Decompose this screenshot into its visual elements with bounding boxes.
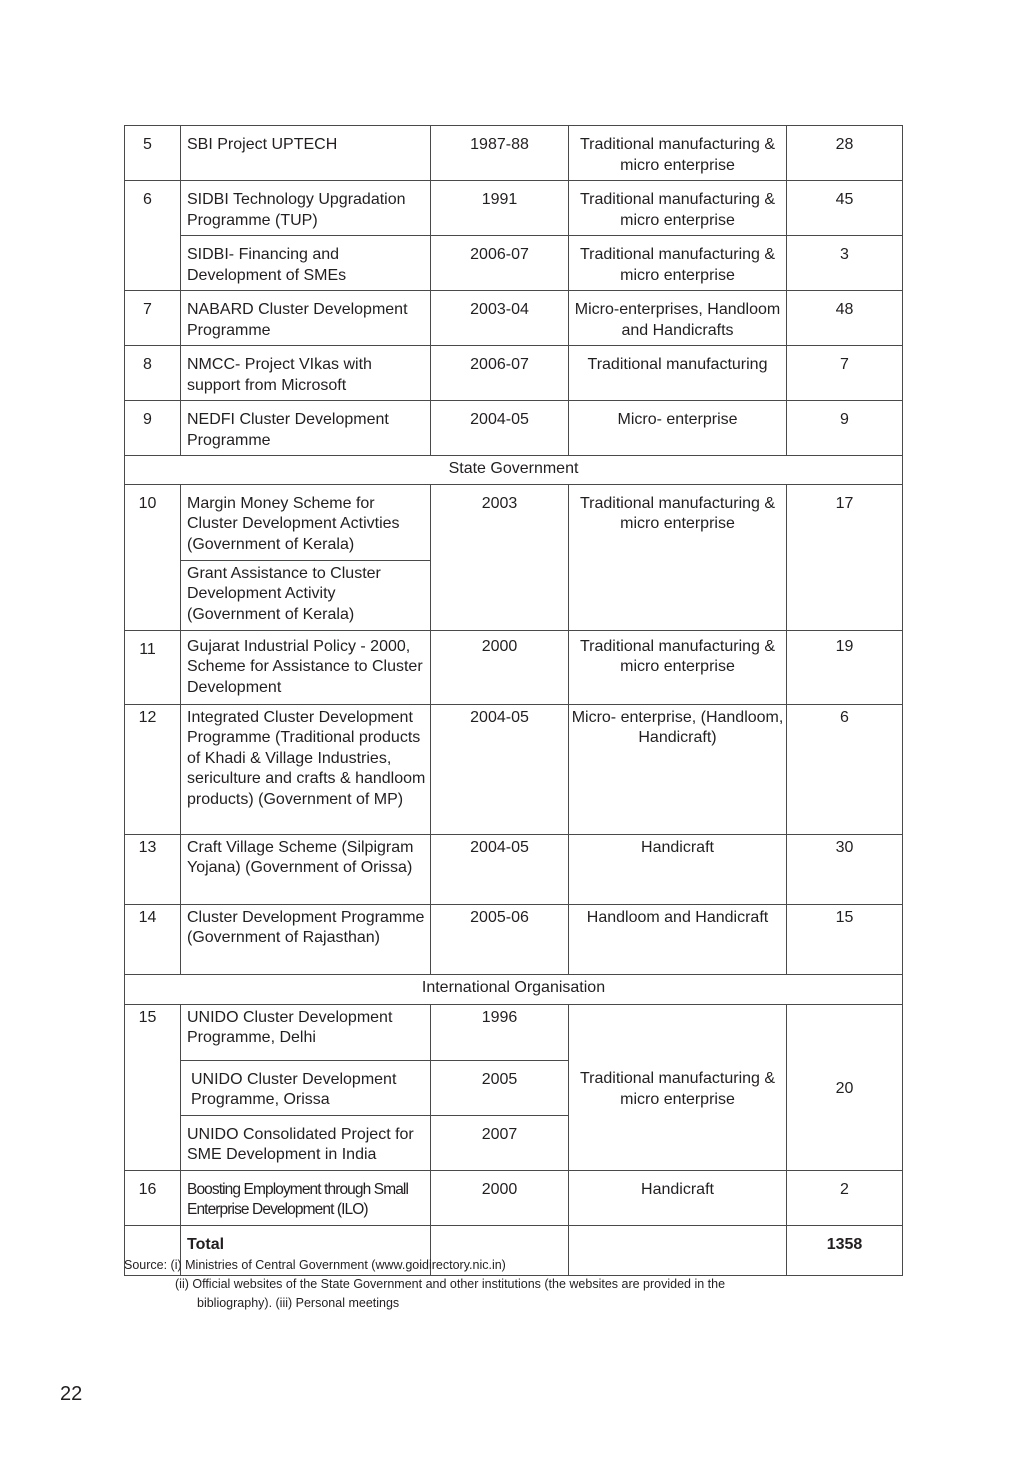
cluster-count: 45: [787, 181, 903, 236]
table-row: [125, 291, 903, 346]
scheme-name: SBI Project UPTECH: [181, 126, 431, 181]
row-number: 13: [125, 834, 181, 904]
section-row: [125, 974, 903, 1004]
cluster-count: 17: [787, 484, 903, 630]
scheme-sector: Traditional manufacturing & micro enterprise: [569, 1004, 787, 1170]
total-label: Total: [181, 1225, 431, 1275]
cluster-count: 2: [787, 1170, 903, 1225]
scheme-year: 2000: [431, 1170, 569, 1225]
scheme-year: 2004-05: [431, 834, 569, 904]
table-row: [125, 181, 903, 236]
cluster-count: 3: [787, 236, 903, 291]
scheme-sector: Traditional manufacturing: [569, 346, 787, 401]
scheme-name: UNIDO Cluster Development Programme, Orissa: [181, 1060, 431, 1115]
scheme-year: 1996: [431, 1004, 569, 1060]
source-line-2: (ii) Official websites of the State Government and other institutions (the websites are provided in the: [175, 1277, 726, 1291]
scheme-sector: Traditional manufacturing & micro enterprise: [569, 126, 787, 181]
scheme-name: Integrated Cluster Development Programme (Traditional products of Khadi & Village Industries, sericulture and crafts & handloom products) (Government of MP): [181, 704, 431, 834]
scheme-name: Craft Village Scheme (Silpigram Yojana) (Government of Orissa): [181, 834, 431, 904]
scheme-year: 2006-07: [431, 346, 569, 401]
scheme-name: NABARD Cluster Development Programme: [181, 291, 431, 346]
scheme-sector: Traditional manufacturing & micro enterprise: [569, 181, 787, 236]
table-row: [125, 704, 903, 834]
page-number: 22: [60, 1383, 83, 1405]
schemes-table: [124, 125, 903, 1276]
scheme-name: Cluster Development Programme (Government of Rajasthan): [181, 904, 431, 974]
scheme-name: Margin Money Scheme for Cluster Development Activties (Government of Kerala): [181, 484, 431, 560]
scheme-name: UNIDO Consolidated Project for SME Development in India: [181, 1115, 431, 1170]
scheme-year: 2005: [431, 1060, 569, 1115]
row-number: 12: [125, 704, 181, 834]
source-footnote: [124, 1256, 725, 1313]
table-row: [125, 834, 903, 904]
row-number: 14: [125, 904, 181, 974]
source-line-1: Source: (i) Ministries of Central Government (www.goidirectory.nic.in): [124, 1258, 506, 1272]
table-row: [125, 484, 903, 560]
scheme-sector: Micro-enterprises, Handloom and Handicrafts: [569, 291, 787, 346]
scheme-sector: Traditional manufacturing & micro enterprise: [569, 484, 787, 630]
scheme-name: Gujarat Industrial Policy - 2000, Scheme for Assistance to Cluster Development: [181, 630, 431, 704]
scheme-sector: Traditional manufacturing & micro enterprise: [569, 630, 787, 704]
scheme-year: 2005-06: [431, 904, 569, 974]
table-row: [125, 1004, 903, 1060]
row-number: 8: [125, 346, 181, 401]
row-number: 16: [125, 1170, 181, 1225]
row-number: 11: [125, 630, 181, 704]
scheme-year: 2006-07: [431, 236, 569, 291]
scheme-year: 2003: [431, 484, 569, 630]
cluster-count: 9: [787, 401, 903, 456]
scheme-name: Grant Assistance to Cluster Development Activity (Government of Kerala): [181, 560, 431, 630]
scheme-name: SIDBI Technology Upgradation Programme (TUP): [181, 181, 431, 236]
section-row: [125, 456, 903, 485]
row-number: 10: [125, 484, 181, 630]
cluster-count: 6: [787, 704, 903, 834]
cluster-count: 28: [787, 126, 903, 181]
row-number: 5: [125, 126, 181, 181]
scheme-name: NEDFI Cluster Development Programme: [181, 401, 431, 456]
section-heading-state-government: State Government: [125, 456, 903, 485]
row-number: 15: [125, 1004, 181, 1170]
scheme-year: 2000: [431, 630, 569, 704]
scheme-sector: Handloom and Handicraft: [569, 904, 787, 974]
scheme-year: 1991: [431, 181, 569, 236]
table-row: [125, 236, 903, 291]
scheme-sector: Micro- enterprise, (Handloom, Handicraft): [569, 704, 787, 834]
table-row: [125, 126, 903, 181]
cluster-count: 15: [787, 904, 903, 974]
cluster-count: 20: [787, 1004, 903, 1170]
table-row: [125, 630, 903, 704]
source-line-3: bibliography). (iii) Personal meetings: [197, 1296, 400, 1310]
scheme-name: SIDBI- Financing and Development of SMEs: [181, 236, 431, 291]
cluster-count: 19: [787, 630, 903, 704]
scheme-sector: Traditional manufacturing & micro enterprise: [569, 236, 787, 291]
scheme-year: 2004-05: [431, 401, 569, 456]
scheme-name: NMCC- Project VIkas with support from Microsoft: [181, 346, 431, 401]
scheme-name: Boosting Employment through Small Enterprise Development (ILO): [181, 1170, 431, 1225]
row-number: 6: [125, 181, 181, 291]
row-number: 9: [125, 401, 181, 456]
scheme-name: UNIDO Cluster Development Programme, Delhi: [181, 1004, 431, 1060]
total-count: 1358: [787, 1225, 903, 1275]
table-row: [125, 346, 903, 401]
row-number: 7: [125, 291, 181, 346]
scheme-sector: Micro- enterprise: [569, 401, 787, 456]
scheme-year: 2004-05: [431, 704, 569, 834]
scheme-year: 2003-04: [431, 291, 569, 346]
section-heading-international-organisation: International Organisation: [125, 974, 903, 1004]
scheme-sector: Handicraft: [569, 834, 787, 904]
scheme-year: 2007: [431, 1115, 569, 1170]
table-row: [125, 401, 903, 456]
cluster-count: 30: [787, 834, 903, 904]
table-row: [125, 904, 903, 974]
scheme-sector: Handicraft: [569, 1170, 787, 1225]
cluster-count: 48: [787, 291, 903, 346]
scheme-year: 1987-88: [431, 126, 569, 181]
cluster-count: 7: [787, 346, 903, 401]
table-row: [125, 1170, 903, 1225]
